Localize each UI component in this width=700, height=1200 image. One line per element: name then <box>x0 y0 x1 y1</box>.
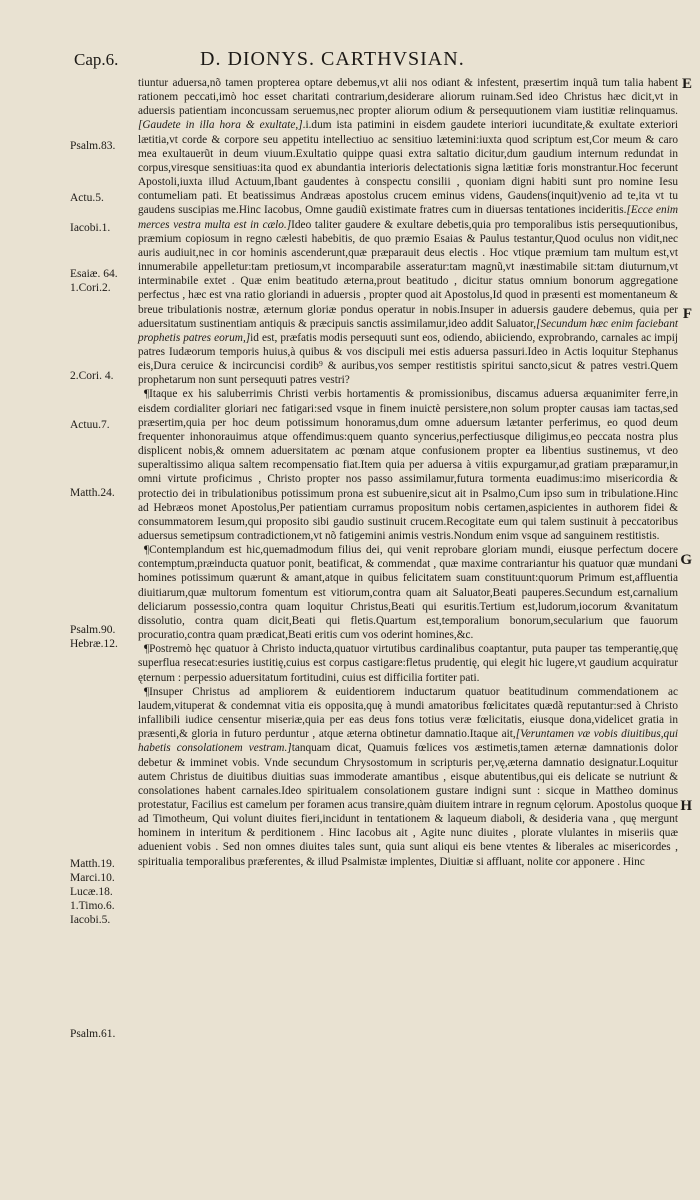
margin-reference: Actu.5. <box>70 192 104 204</box>
scripture-quote: [Ecce enim merces vestra multa est in cælo.] <box>138 204 678 231</box>
section-letter-h: H <box>680 798 692 814</box>
main-text-column <box>138 76 678 869</box>
margin-reference: Esaiæ. 64. <box>70 268 118 280</box>
margin-reference: Psalm.83. <box>70 140 116 152</box>
margin-reference: Psalm.90. <box>70 624 116 636</box>
text-run: id est, præfatis modis persequuti sunt eos, odiendo, abiiciendo, exprobrando, carnales ac impij patres Iudæorum temporis huius,à quibus & vos discipuli mei estis aduersa passuri.Ideo in Actis loquitur Stephanus eis,Dura ceruice & incircuncisi cordib⁹ & auribus,vos semper restitistis spiritui sancto,sicut & patres vestri.Quem prophetarum non sunt persequuti patres vestri? <box>138 331 678 387</box>
margin-reference: Iacobi.1. <box>70 222 111 234</box>
text-run: .i.dum ista patimini in eisdem gaudete interiori iucunditate,& exultate exteriori lætitia,vt corde & corpore seu appetitu intellectiuo ac sensitiuo lætemini:iuxta quod scriptum est,Cor meum & caro mea exultauerũt in deum viuum.Exultatio quippe quasi extra saltatio dicitur,dum gaudium internum redundat in corpus,viresque sensitiuas:ita quod ex abundantia interioris delectationis signa lætitiæ foris monstrantur.Hoc fecerunt Apostoli,iuxta illud Actuum,Ibant gaudentes à conspectu consilii , quoniam digni habiti sunt pro nomine Iesu contumeliam pati. Et beatissimus Andræas apostolus crucem eminus videns, Gaudens(inquit)venio ad te,ita vt tu gaudens suscipias me.Hinc Iacobus, Omne gaudiũ existimate fratres cum in diuersas tentationes incideritis. <box>138 119 678 217</box>
margin-reference: Actuu.7. <box>70 419 110 431</box>
scripture-quote: [Secundum hæc enim faciebant prophetis patres eorum,] <box>138 317 678 344</box>
section-letter-f: F <box>682 306 692 322</box>
margin-reference: Matth.19. <box>70 858 115 870</box>
margin-reference: Psalm.61. <box>70 1028 116 1040</box>
running-head: D. DIONYS. CARTHVSIAN. <box>200 48 465 70</box>
scripture-quote: [Gaudete in illa hora & exultate,] <box>138 119 303 132</box>
section-letter-e: E <box>681 76 692 92</box>
margin-reference: Marci.10. <box>70 872 115 884</box>
paragraph: ¶Postremò hęc quatuor à Christo inducta,quatuor virtutibus cardinalibus coaptantur, puta pauper tas temperantię,quę superflua resecat:esuries iustitię,cuius est corpus castigare:fletus prudentię, qui elegit hic lugere,vt gaudium acquiratur ęternum : perpessio aduersitatum fortitudini, cuius est difficilia fortiter pati. <box>138 643 678 684</box>
paragraph: ¶Itaque ex his saluberrimis Christi verbis hortamentis & promissionibus, discamus aduersa æquanimiter ferre,in eisdem cordialiter gloriari nec fatigari:sed vsque in finem inuictè persistere,non solum propter causas iam tactas,sed præsertim,quia per hoc deum potissimum honoramus,dum omne aduersum lætanter perferimus, eo quod deum frequenter inhonorauimus atque offendimus:quem quanto syncerius,perfectiusque diligimus,eo peccata nostra plus displicent nobis,& omnem aduersitatem ac pœnam atque confusionem propter ea libentius sustinemus, vt deo superaltissimo aliqua saltem recompensatio fiat.Item quia per aduersa à vitiis expurgamur,ad gratiam præparamur,in omni virtute proficimus , Christo propter nos passo assimilamur,futura tormenta euadimus:imo misericordia & protectio dei in tribulationibus potissimum prona est subuenire,sicut ait in Psalmo,Cum ipso sum in tribulatione.Hinc ad Hebræos monet Apostolus,Per patientiam curramus propositum nobis certamen,aspicientes in authorem fidei & consummatorem Iesum,qui proposito sibi gaudio sustinuit crucem.Recogitate eum qui talem sustinuit à peccatoribus aduersus semetipsum contradictionem,vt nõ fatigemini animis vestris.Nondum enim vsque ad sanguinem restitistis. <box>138 388 678 542</box>
paragraph <box>138 76 678 387</box>
margin-reference: Matth.24. <box>70 487 115 499</box>
margin-reference: Iacobi.5. <box>70 914 111 926</box>
margin-reference: 2.Cori. 4. <box>70 370 114 382</box>
text-run: tiuntur aduersa,nõ tamen propterea optare debemus,vt alii nos odiant & infestent, præsertim inquã tum talia habent rationem peccati,imò hoc esset charitati contrarium,desiderare aliorum ruinam.Sed ideo Christus hæc dicit,vt in aduersis patientiam inconcussam seruemus,nec propter aliorum odium & persequutionem viam iustitiæ relinquamus. <box>138 77 678 118</box>
margin-reference: 1.Timo.6. <box>70 900 115 912</box>
text-run: tanquam dicat, Quamuis fœlices vos æstimetis,tamen æternæ damnationis dolor debetur & imminet vobis. Vnde secundum Chrysostomum in scripturis per,vę,æterna damnatio designatur.Loquitur autem Christus de diuitibus diuitias suas immoderate amantibus , eisque abutentibus,qui eis delicate se nutriunt & consolationes habent carnales.Ideo spiritualem consolationem gustare indigni sunt : sicque in Mattheo dominus protestatur, Facilius est camelum per foramen acus transire,quàm diuitem intrare in regnum cęlorum. Apostolus quoque ad Timotheum, Qui volunt diuites fieri,incidunt in tentationem & laqueum diaboli, & desideria vana , quę mergunt hominem in interitum & perditionem . Hinc Iacobus ait , Agite nunc diuites , plorate vlulantes in miseriis quæ aduenient vobis . Sed non omnes diuites tales sunt, quia sunt aliqui eis bene vtentes & liberales ac misericordes , spiritualia temporalibus præferentes, & illud Psalmistæ implentes, Diuitiæ si affluant, nolite cor apponere . Hinc <box>138 742 678 868</box>
text-run: Ideo taliter gaudere & exultare debetis,quia pro temporalibus istis persequutionibus, præmium copiosum in regno cælesti habebitis, de quo præmio Esaias & Paulus testantur,Quod oculus non vidit,nec auris audiuit,nec in cor hominis ascenderunt,quæ præparauit deus electis . Hoc vtique præmium tam multum est,vt innumerabile appelletur:tam pretiosum,vt incomparabile asseratur:tam magnũ,vt inæstimabile sit:tam diuturnum,vt interminabile extet . Quæ enim beatitudo æterna,prout beatitudo , dicitur status omnium bonorum aggregatione perfectus , hæc est vna ratio gloriandi in aduersis , propter quod ait Apostolus,Id quod in præsenti est momentaneum & breue tribulationis nostræ, æternum gloriæ pondus operatur in nobis.Insuper in aduersis gaudere debemus, quia per aduersitatum sustinentiam antiquis & præcipuis sanctis assimilamur,ideo addit Saluator, <box>138 218 678 330</box>
margin-reference: Lucæ.18. <box>70 886 113 898</box>
section-letter-g: G <box>680 552 692 568</box>
paragraph: ¶Contemplandum est hic,quemadmodum filius dei, qui venit reprobare gloriam mundi, eiusque perfectum docere contemptum,præinducta quatuor ponit, beatificat, & commendat , quæ maxime contrariantur his quatuor quæ mundani homines potissimum quærunt & amant,atque in quibus felicitatem suam constituunt:quorum Primum est,affluentia diuitiarum,quæ multorum fomentum est vitiorum,contra quam ait Saluator,Beati pauperes.Secundum est,carnalium deliciarum possessio,contra quam loquitur Christus,Beati qui esuritis.Tertium est,ludorum,iocorum &vanitatum dissolutio, contra quam dicit,Beati qui fletis.Quartum est,temporalium bonorum,secularium que fauorum procuratio,contra quam prædicat,Beati eritis cum vos oderint homines,&c. <box>138 544 678 642</box>
chapter-label: Cap.6. <box>74 50 119 69</box>
margin-reference: Hebræ.12. <box>70 638 118 650</box>
text-run: ¶Insuper Christus ad ampliorem & euidentiorem inductarum quatuor beatitudinum commendationem ac laudem,vituperat & condemnat vitia eis opposita,quę à mundi amatoribus fœlicitates quædã reputantur:sed à Christo infallibili iudice censentur miseriæ,quia per eas deus fons totius veræ fœlicitatis, eiusque dona,videlicet gratia in præsenti,& gloria in futuro perduntur , atque æterna obtinetur damnatio.Itaque ait, <box>138 685 678 741</box>
paragraph <box>138 685 678 869</box>
scripture-quote: [Veruntamen væ vobis diuitibus,qui habetis consolationem vestram.] <box>138 728 678 755</box>
margin-reference: 1.Cori.2. <box>70 282 111 294</box>
